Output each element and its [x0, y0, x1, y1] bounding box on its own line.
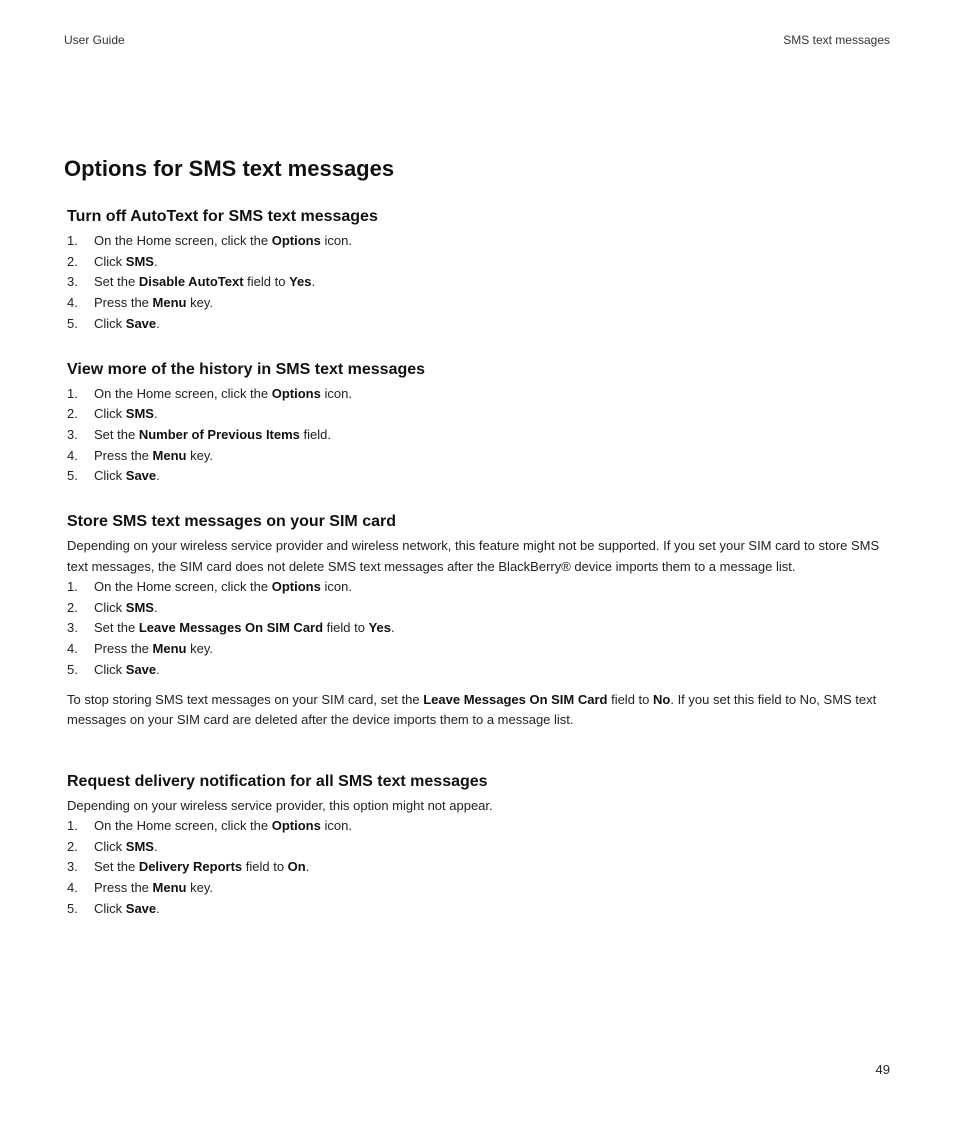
ui-term: Save	[125, 900, 157, 916]
step-text: Press the	[94, 641, 153, 657]
section-store-on-sim	[67, 511, 894, 731]
step-text: Click	[94, 599, 126, 615]
step-number: 5.	[67, 468, 78, 484]
step-text: .	[311, 274, 316, 290]
step-text: Click	[94, 468, 126, 484]
running-header	[64, 33, 890, 49]
note-text: . If you set this field to No, SMS text messages on your SIM card are deleted after the device imports them to a message list.	[67, 691, 877, 728]
step-number: 2.	[67, 838, 78, 854]
step-number: 1.	[67, 818, 78, 834]
section-turn-off-autotext	[67, 206, 894, 335]
page-number: 49	[875, 1062, 890, 1077]
ui-term: Options	[271, 233, 321, 248]
page-content	[64, 154, 894, 920]
step-number: 3.	[67, 274, 78, 290]
step-text: Click	[94, 315, 126, 331]
section-heading: Store SMS text messages on your SIM card	[67, 513, 396, 531]
step-number: 3.	[67, 859, 78, 875]
step-number: 4.	[67, 641, 78, 657]
ui-term: On	[287, 859, 306, 875]
ui-term: Options	[271, 818, 321, 834]
header-doc-title: User Guide	[64, 33, 125, 47]
step-text: Click	[94, 661, 126, 677]
step-item	[67, 252, 894, 273]
step-item	[67, 899, 894, 920]
ui-term: SMS	[125, 406, 154, 422]
ui-term: Yes	[289, 274, 312, 290]
step-item	[67, 446, 894, 467]
steps-list	[67, 231, 894, 335]
ui-term: SMS	[125, 599, 154, 615]
step-text: icon.	[320, 579, 352, 595]
note-text: field to	[607, 691, 653, 707]
step-text: icon.	[320, 385, 352, 401]
step-item	[67, 577, 894, 598]
step-item	[67, 466, 894, 487]
step-item	[67, 837, 894, 858]
step-number: 5.	[67, 900, 78, 916]
step-text: Set the	[94, 426, 139, 442]
step-text: Click	[94, 406, 126, 422]
step-text: Set the	[94, 620, 139, 636]
step-number: 4.	[67, 880, 78, 896]
steps-list	[67, 816, 894, 920]
note-text: To stop storing SMS text messages on your SIM card, set the	[67, 691, 424, 707]
step-text: Set the	[94, 274, 139, 290]
ui-term: Save	[125, 468, 157, 484]
section-intro: Depending on your wireless service provider, this option might not appear.	[67, 797, 493, 813]
step-text: .	[153, 838, 158, 854]
step-text: .	[391, 620, 395, 636]
step-item	[67, 639, 894, 660]
step-text: On the Home screen, click the	[94, 233, 272, 248]
ui-term: Menu	[152, 641, 187, 657]
step-item	[67, 857, 894, 878]
ui-term: Disable AutoText	[138, 274, 244, 290]
ui-term: Number of Previous Items	[138, 426, 300, 442]
step-text: .	[156, 315, 160, 331]
step-text: .	[156, 468, 160, 484]
step-number: 1.	[67, 579, 78, 595]
step-text: On the Home screen, click the	[94, 579, 272, 595]
step-text: Set the	[94, 859, 139, 875]
step-number: 1.	[67, 385, 78, 401]
steps-list	[67, 384, 894, 488]
section-delivery-notification	[67, 771, 894, 920]
step-text: Click	[94, 900, 126, 916]
step-text: .	[156, 661, 160, 677]
step-number: 5.	[67, 661, 78, 677]
step-number: 2.	[67, 406, 78, 422]
step-text: Click	[94, 838, 126, 854]
ui-term: Options	[271, 579, 321, 595]
step-item	[67, 660, 894, 681]
header-chapter-title: SMS text messages	[783, 33, 890, 47]
step-text: Press the	[94, 295, 153, 311]
page-title: Options for SMS text messages	[64, 156, 395, 181]
step-text: Press the	[94, 447, 153, 463]
ui-term: Delivery Reports	[138, 859, 243, 875]
step-item	[67, 384, 894, 405]
step-number: 2.	[67, 599, 78, 615]
ui-term: No	[653, 691, 671, 707]
step-number: 4.	[67, 447, 78, 463]
ui-term: Menu	[152, 295, 187, 311]
step-item	[67, 618, 894, 639]
ui-term: Leave Messages On SIM Card	[138, 620, 324, 636]
section-heading: Request delivery notification for all SMS text messages	[67, 772, 488, 790]
ui-term: Options	[271, 385, 321, 401]
step-item	[67, 272, 894, 293]
step-text: field.	[299, 426, 331, 442]
step-text: key.	[186, 641, 213, 657]
step-text: icon.	[320, 818, 352, 834]
step-item	[67, 816, 894, 837]
step-text: field to	[323, 620, 369, 636]
ui-term: SMS	[125, 253, 154, 269]
step-text: .	[153, 599, 158, 615]
step-item	[67, 231, 894, 252]
step-item	[67, 425, 894, 446]
step-text: .	[153, 253, 158, 269]
step-text: Press the	[94, 880, 153, 896]
step-item	[67, 293, 894, 314]
ui-term: SMS	[125, 838, 154, 854]
section-heading: Turn off AutoText for SMS text messages	[67, 208, 378, 225]
section-heading: View more of the history in SMS text messages	[67, 360, 426, 378]
step-item	[67, 878, 894, 899]
ui-term: Menu	[152, 880, 187, 896]
section-intro: Depending on your wireless service provider and wireless network, this feature might not be supported. If you set your SIM card to store SMS text messages, the SIM card does not delete SMS text messages after the BlackBerry® device imports them to a message list.	[67, 538, 880, 574]
step-number: 5.	[67, 315, 78, 331]
step-number: 2.	[67, 253, 78, 269]
ui-term: Leave Messages On SIM Card	[423, 691, 608, 707]
ui-term: Save	[125, 315, 157, 331]
step-text: field to	[243, 274, 290, 290]
step-number: 1.	[67, 233, 78, 248]
step-item	[67, 404, 894, 425]
step-text: field to	[242, 859, 288, 875]
step-text: .	[305, 859, 310, 875]
ui-term: Menu	[152, 447, 187, 463]
section-view-history	[67, 359, 894, 488]
section-note	[67, 690, 894, 731]
step-text: Click	[94, 253, 126, 269]
step-item	[67, 314, 894, 335]
step-number: 3.	[67, 426, 78, 442]
step-number: 4.	[67, 295, 78, 311]
step-text: On the Home screen, click the	[94, 385, 272, 401]
step-text: On the Home screen, click the	[94, 818, 272, 834]
step-text: key.	[186, 880, 213, 896]
step-text: .	[156, 900, 160, 916]
step-item	[67, 598, 894, 619]
step-text: key.	[186, 447, 213, 463]
steps-list	[67, 577, 894, 681]
step-text: key.	[186, 295, 213, 311]
step-text: .	[153, 406, 158, 422]
ui-term: Yes	[368, 620, 392, 636]
ui-term: Save	[125, 661, 157, 677]
step-number: 3.	[67, 620, 78, 636]
step-text: icon.	[320, 233, 352, 248]
